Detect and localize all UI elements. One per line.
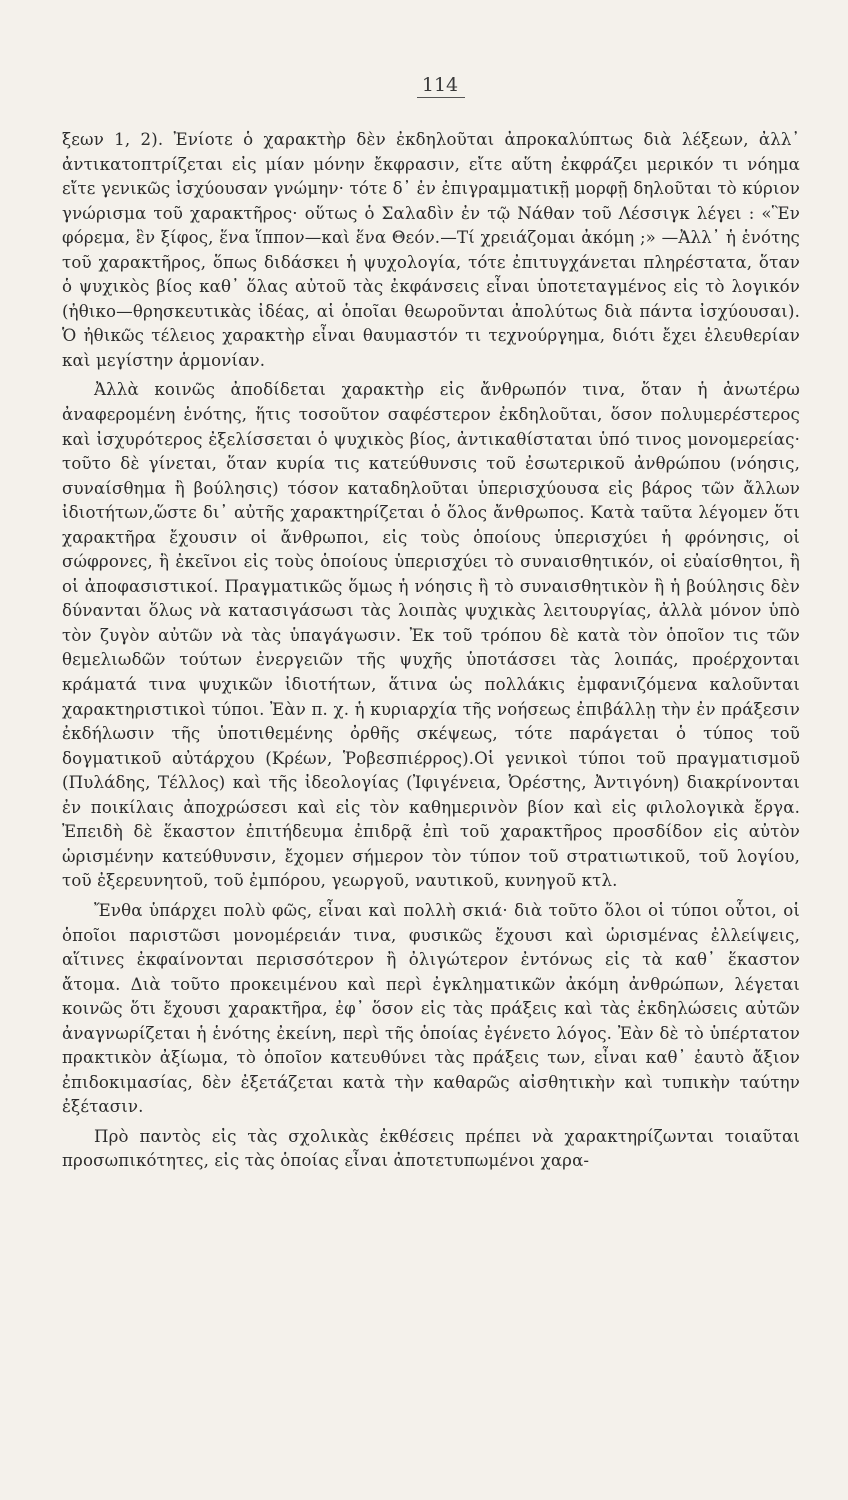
page-number-underline	[417, 97, 465, 98]
page-number: 114	[421, 74, 459, 96]
paragraph-1: ξεων 1, 2). Ἐνίοτε ὁ χαρακτὴρ δὲν ἐκδηλοῦται ἀπροκαλύπτως διὰ λέξεων, ἀλλ᾿ ἀντικατοπτρίζεται εἰς μίαν μόνην ἔκφρασιν, εἴτε αὕτη ἐκφράζει μερικόν τι νόημα εἴτε γενικῶς ἰσχύουσαν γνώμην· τότε δ᾿ ἐν ἐπιγραμματικῇ μορφῇ δηλοῦται τὸ κύριον γνώρισμα τοῦ χαρακτῆρος· οὕτως ὁ Σαλαδὶν ἐν τῷ Νάθαν τοῦ Λέσσιγκ λέγει : «Ἓν φόρεμα, ἓν ξίφος, ἕνα ἵππον—καὶ ἕνα Θεόν.—Τί χρειάζομαι ἀκόμη ;» —Ἀλλ᾿ ἡ ἑνότης τοῦ χαρακτῆρος, ὅπως διδάσκει ἡ ψυχολογία, τότε ἐπιτυγχάνεται πληρέστατα, ὅταν ὁ ψυχικὸς βίος καθ᾿ ὅλας αὐτοῦ τὰς ἐκφάνσεις εἶναι ὑποτεταγμένος εἰς τὸ λογικόν (ἠθικο—θρησκευτικὰς ἰδέας, αἱ ὁποῖαι θεωροῦνται ἀπολύτως διὰ πάντα ἰσχύουσαι). Ὁ ἠθικῶς τέλειος χαρακτὴρ εἶναι θαυμαστόν τι τεχνούργημα, διότι ἔχει ἐλευθερίαν καὶ μεγίστην ἁρμονίαν.	[62, 130, 800, 370]
paragraph-3: Ἔνθα ὑπάρχει πολὺ φῶς, εἶναι καὶ πολλὴ σκιά· διὰ τοῦτο ὅλοι οἱ τύποι οὗτοι, οἱ ὁποῖοι παριστῶσι μονομέρειάν τινα, φυσικῶς ἔχουσι καὶ ὡρισμένας ἐλλείψεις, αἵτινες ἐκφαίνονται περισσότερον ἢ ὀλιγώτερον ἐντόνως εἰς τὰ καθ᾿ ἕκαστον ἄτομα. Διὰ τοῦτο προκειμένου καὶ περὶ ἐγκληματικῶν ἀκόμη ἀνθρώπων, λέγεται κοινῶς ὅτι ἔχουσι χαρακτῆρα, ἐφ᾿ ὅσον εἰς τὰς πράξεις καὶ τὰς ἐκδηλώσεις αὐτῶν ἀναγνωρίζεται ἡ ἑνότης ἐκείνη, περὶ τῆς ὁποίας ἐγένετο λόγος. Ἐὰν δὲ τὸ ὑπέρτατον πρακτικὸν ἀξίωμα, τὸ ὁποῖον κατευθύνει τὰς πράξεις των, εἶναι καθ᾿ ἑαυτὸ ἄξιον ἐπιδοκιμασίας, δὲν ἐξετάζεται κατὰ τὴν καθαρῶς αἰσθητικὴν καὶ τυπικὴν ταύτην ἐξέτασιν.	[62, 900, 800, 1117]
body-text	[62, 128, 800, 1179]
paragraph-2: Ἀλλὰ κοινῶς ἀποδίδεται χαρακτὴρ εἰς ἄνθρωπόν τινα, ὅταν ἡ ἀνωτέρω ἀναφερομένη ἑνότης, ἥτις τοσοῦτον σαφέστερον ἐκδηλοῦται, ὅσον πολυμερέστερος καὶ ἰσχυρότερος ἐξελίσσεται ὁ ψυχικὸς βίος, ἀντικαθίσταται ὑπό τινος μονομερείας· τοῦτο δὲ γίνεται, ὅταν κυρία τις κατεύθυνσις τοῦ ἐσωτερικοῦ ἀνθρώπου (νόησις, συναίσθημα ἢ βούλησις) τόσον καταδηλοῦται ὑπερισχύουσα εἰς βάρος τῶν ἄλλων ἰδιοτήτων,ὥστε δι᾿ αὐτῆς χαρακτηρίζεται ὁ ὅλος ἄνθρωπος. Κατὰ ταῦτα λέγομεν ὅτι χαρακτῆρα ἔχουσιν οἱ ἄνθρωποι, εἰς τοὺς ὁποίους ὑπερισχύει ἡ φρόνησις, οἱ σώφρονες, ἢ ἐκεῖνοι εἰς τοὺς ὁποίους ὑπερισχύει τὸ συναισθητικόν, οἱ εὐαίσθητοι, ἢ οἱ ἀποφασιστικοί. Πραγματικῶς ὅμως ἡ νόησις ἢ τὸ συναισθητικὸν ἢ ἡ βούλησις δὲν δύνανται ὅλως νὰ κατασιγάσωσι τὰς λοιπὰς ψυχικὰς λειτουργίας, ἀλλὰ μόνον ὑπὸ τὸν ζυγὸν αὐτῶν νὰ τὰς ὑπαγάγωσιν. Ἐκ τοῦ τρόπου δὲ κατὰ τὸν ὁποῖον τις τῶν θεμελιωδῶν τούτων ἐνεργειῶν τῆς ψυχῆς ὑποτάσσει τὰς λοιπάς, προέρχονται κράματά τινα ψυχικῶν ἰδιοτήτων, ἅτινα ὡς πολλάκις ἐμφανιζόμενα καλοῦνται χαρακτηριστικοὶ τύποι. Ἐὰν π. χ. ἡ κυριαρχία τῆς νοήσεως ἐπιβάλλῃ τὴν ἐν πράξεσιν ἐκδήλωσιν τῆς ὑποτιθεμένης ὀρθῆς σκέψεως, τότε παράγεται ὁ τύπος τοῦ δογματικοῦ αὐτάρχου (Κρέων, Ῥοβεσπιέρρος).Οἱ γενικοὶ τύποι τοῦ πραγματισμοῦ (Πυλάδης, Τέλλος) καὶ τῆς ἰδεολογίας (Ἰφιγένεια, Ὀρέστης, Ἀντιγόνη) διακρίνονται ἐν ποικίλαις ἀποχρώσεσι καὶ εἰς τὸν καθημερινὸν βίον καὶ εἰς φιλολογικὰ ἔργα. Ἐπειδὴ δὲ ἕκαστον ἐπιτήδευμα ἐπιδρᾷ ἐπὶ τοῦ χαρακτῆρος προσδίδον εἰς αὐτὸν ὡρισμένην κατεύθυνσιν, ἔχομεν σήμερον τὸν τύπον τοῦ στρατιωτικοῦ, τοῦ λογίου, τοῦ ἐξερευνητοῦ, τοῦ ἐμπόρου, γεωργοῦ, ναυτικοῦ, κυνηγοῦ κτλ.	[62, 380, 800, 891]
paragraph-4: Πρὸ παντὸς εἰς τὰς σχολικὰς ἐκθέσεις πρέπει νὰ χαρακτηρίζωνται τοιαῦται προσωπικότητες, εἰς τὰς ὁποίας εἶναι ἀποτετυπωμένοι χαρα-	[62, 1126, 800, 1171]
